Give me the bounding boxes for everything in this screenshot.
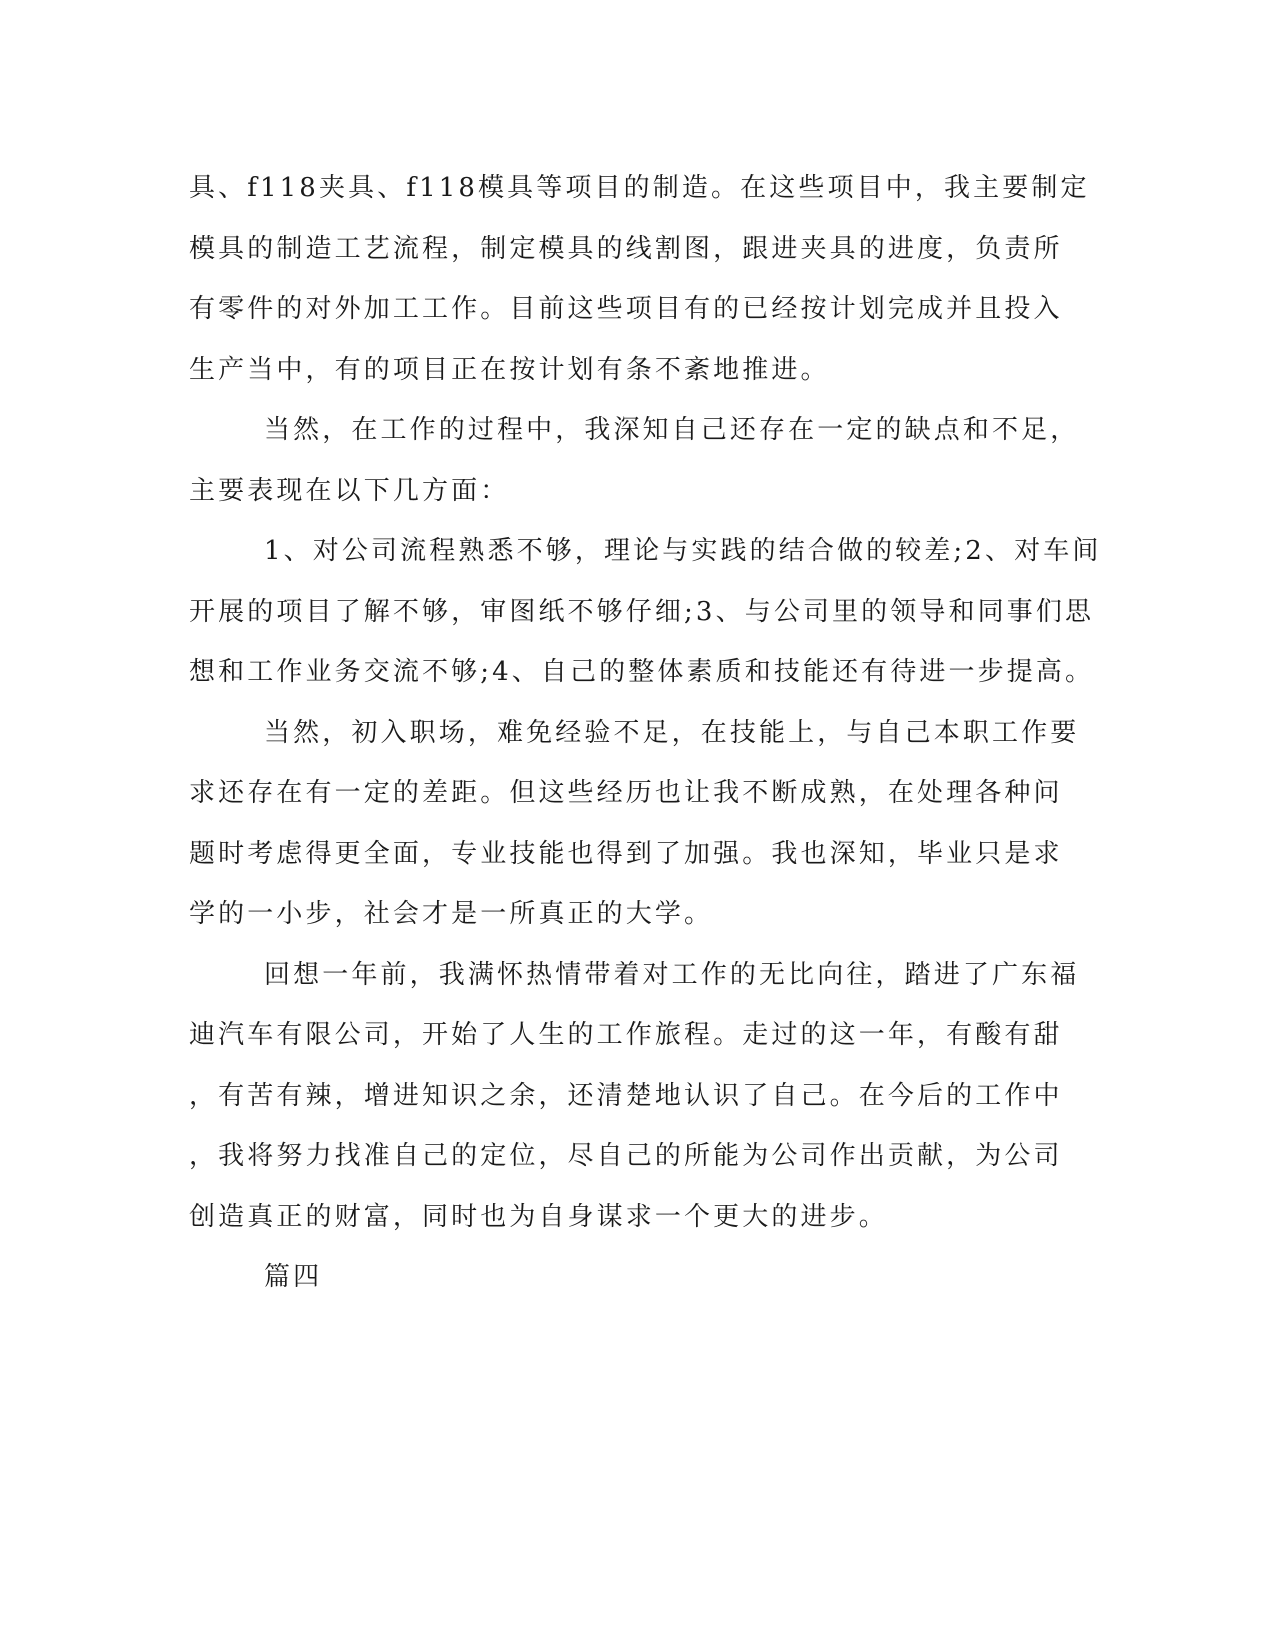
text-line: 当然，初入职场，难免经验不足，在技能上，与自己本职工作要 [264, 717, 1080, 748]
document-body [189, 158, 1102, 1308]
text-line: 学的一小步，社会才是一所真正的大学。 [189, 899, 714, 929]
text-line: 创造真正的财富，同时也为自身谋求一个更大的进步。 [189, 1201, 888, 1232]
text-line: 具、f118夹具、f118模具等项目的制造。在这些项目中，我主要制定 [189, 173, 1090, 203]
text-line: 题时考虑得更全面，专业技能也得到了加强。我也深知，毕业只是求 [189, 838, 1063, 869]
text-line: 主要表现在以下几方面： [189, 475, 510, 506]
text-line: ，有苦有辣，增进知识之余，还清楚地认识了自己。在今后的工作中 [189, 1080, 1063, 1111]
text-line: 开展的项目了解不够，审图纸不够仔细;3、与公司里的领导和同事们思 [189, 596, 1095, 627]
text-line: 1、对公司流程熟悉不够，理论与实践的结合做的较差;2、对车间 [264, 536, 1102, 566]
text-line: 想和工作业务交流不够;4、自己的整体素质和技能还有待进一步提高。 [189, 657, 1095, 687]
text-line: 当然，在工作的过程中，我深知自己还存在一定的缺点和不足， [264, 415, 1080, 445]
text-line: 有零件的对外加工工作。目前这些项目有的已经按计划完成并且投入 [189, 294, 1063, 324]
text-line: 生产当中，有的项目正在按计划有条不紊地推进。 [189, 354, 830, 385]
text-line: 迪汽车有限公司，开始了人生的工作旅程。走过的这一年，有酸有甜 [189, 1020, 1063, 1050]
text-line: 回想一年前，我满怀热情带着对工作的无比向往，踏进了广东福 [264, 959, 1080, 990]
text-line: 模具的制造工艺流程，制定模具的线割图，跟进夹具的进度，负责所 [189, 233, 1063, 264]
section-heading: 篇四 [264, 1262, 323, 1292]
text-line: 求还存在有一定的差距。但这些经历也让我不断成熟，在处理各种问 [189, 778, 1063, 808]
text-line: ，我将努力找准自己的定位，尽自己的所能为公司作出贡献，为公司 [189, 1141, 1063, 1171]
